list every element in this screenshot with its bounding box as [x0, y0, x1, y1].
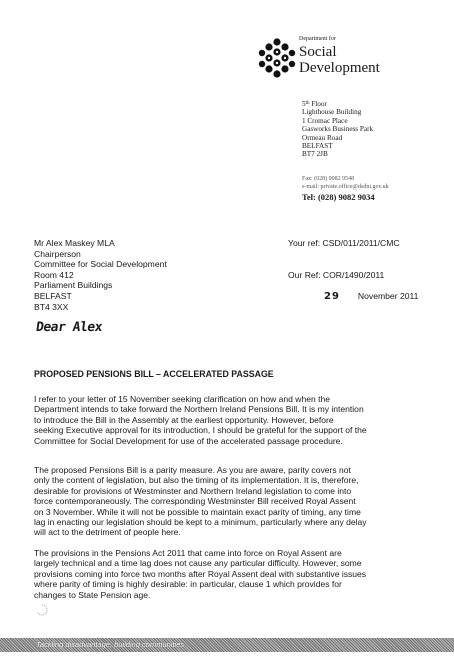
address-line: Lighthouse Building: [302, 108, 362, 117]
address-line: BELFAST: [302, 142, 333, 151]
paragraph-1: [34, 394, 426, 446]
letter-date: [324, 291, 418, 302]
address-line: BT7 2JB: [302, 150, 328, 159]
address-floor: 5th Floor: [302, 100, 327, 108]
text-line: desirable for provisions of Westminster and Northern Ireland legislation to come into: [34, 485, 352, 496]
your-reference: Your ref: CSD/011/2011/CMC: [288, 238, 400, 248]
text-line: provisions coming into force two months after Royal Assent deal with substantive issues: [34, 568, 367, 579]
text-line: lag in enacting our legislation should be kept to a minimum, particularly where any delay: [34, 517, 367, 528]
paragraph-3: [34, 548, 426, 600]
footer-strapline: Tackling disadvantage, building communities: [36, 640, 185, 649]
text-line: changes to State Pension age.: [34, 589, 151, 600]
text-line: Committee for Social Development for use of the accelerated passage procedure.: [34, 435, 343, 446]
email-address: e-mail: private.office@dsdni.gov.uk: [302, 184, 389, 190]
text-line: largely technical and a time lag does not cause any particular difficulty. However, some: [34, 558, 362, 569]
address-line: Gasworks Business Park: [302, 125, 374, 134]
recipient-line: Room 412: [34, 269, 74, 280]
address-line: 1 Cromac Place: [302, 116, 348, 125]
recipient-line: BT4 3XX: [34, 301, 69, 312]
salutation-handwritten: Dear Alex: [34, 320, 104, 335]
footer-strapline-band: [0, 638, 454, 652]
text-line: The proposed Pensions Bill is a parity measure. As you are aware, parity covers not: [34, 465, 351, 475]
text-line: to introduce the Bill in the Assembly at the earliest opportunity. However, before: [34, 414, 334, 425]
text-line: seeking Executive approval for its introduction, I should be grateful for the support of the: [34, 425, 367, 436]
text-line: I refer to your letter of 15 November seeking clarification on how and when the: [34, 394, 330, 404]
contact-details: [302, 175, 389, 191]
dept-name-line1: Social: [299, 44, 337, 60]
recipient-line: BELFAST: [34, 290, 72, 301]
address-line: Ormeau Road: [302, 133, 343, 142]
recipient-line: Parliament Buildings: [34, 280, 113, 291]
department-name: [299, 36, 380, 76]
sender-address: [302, 100, 373, 159]
text-line: Department intends to take forward the Northern Ireland Pensions Bill. It is my intention: [34, 404, 364, 415]
date-day-handwritten: 29: [324, 291, 340, 302]
fax-number: Fax: (028) 9082 9548: [302, 176, 355, 182]
department-logo-icon: [257, 36, 297, 80]
decorative-swirl-icon: [36, 604, 48, 616]
text-line: where parity of timing is highly desirable: in particular, clause 1 which provides for: [34, 579, 342, 590]
recipient-line: Mr Alex Maskey MLA: [34, 238, 115, 248]
recipient-address: [34, 238, 167, 312]
telephone-number: Tel: (028) 9082 9034: [302, 192, 375, 202]
text-line: will act to the detriment of people here.: [34, 527, 181, 538]
recipient-line: Committee for Social Development: [34, 259, 167, 270]
text-line: force contemporaneously. The corresponding Westminster Bill received Royal Assent: [34, 496, 356, 507]
dept-name-line2: Development: [299, 60, 380, 76]
letter-heading: PROPOSED PENSIONS BILL – ACCELERATED PASSAGE: [34, 369, 274, 379]
our-reference: Our Ref: COR/1490/2011: [288, 270, 385, 280]
paragraph-2: [34, 465, 426, 538]
dept-prefix: Department for: [299, 36, 336, 42]
text-line: only the content of legislation, but also the timing of its implementation. It is, therefore,: [34, 475, 359, 486]
text-line: on 3 November. While it will not be possible to maintain exact parity of timing, any time: [34, 506, 361, 517]
date-month-year: November 2011: [357, 291, 419, 301]
recipient-line: Chairperson: [34, 248, 81, 259]
text-line: The provisions in the Pensions Act 2011 that came into force on Royal Assent are: [34, 548, 342, 558]
